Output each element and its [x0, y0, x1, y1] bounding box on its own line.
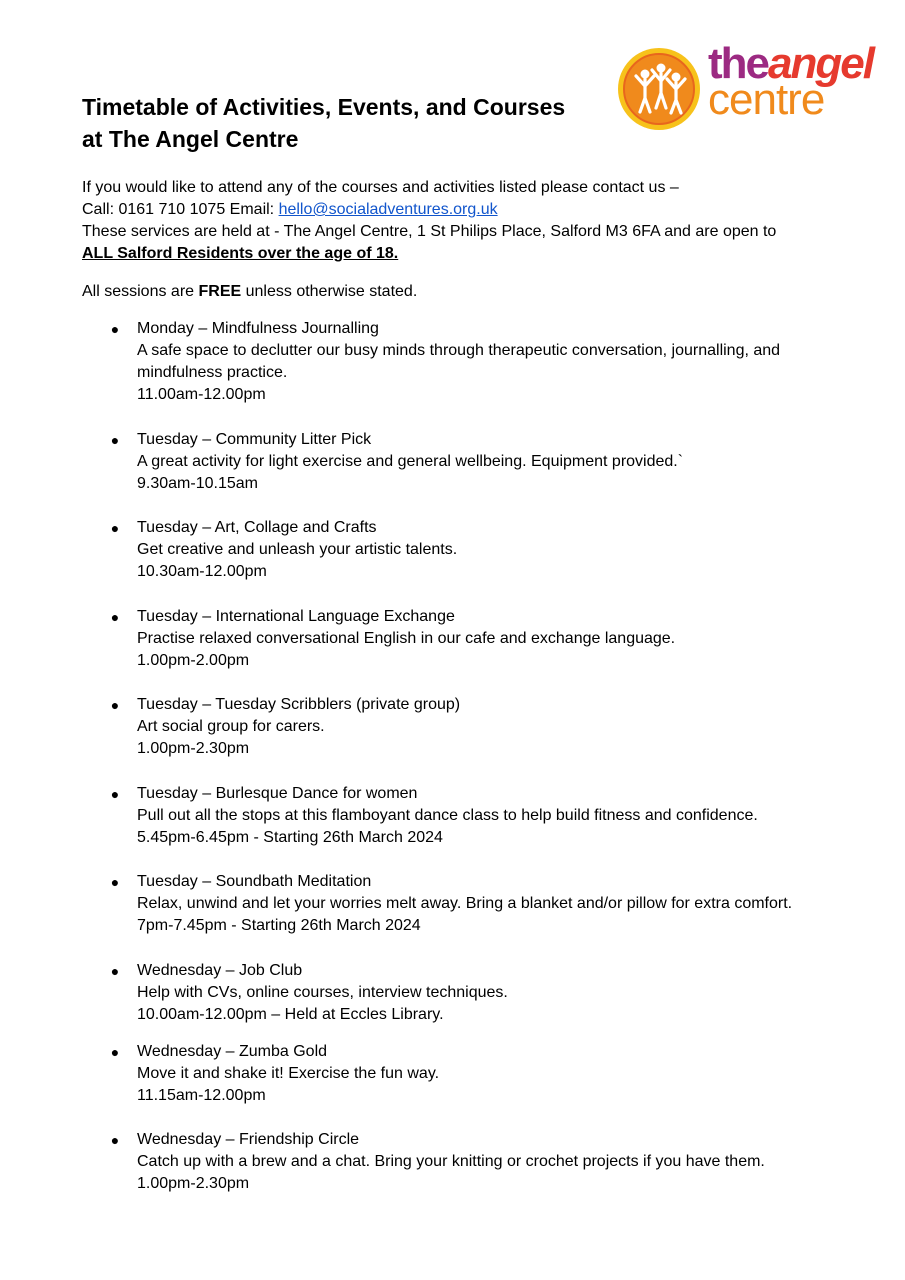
activity-heading: Tuesday – Community Litter Pick: [137, 431, 372, 448]
activity-description: Catch up with a brew and a chat. Bring your knitting or crochet projects if you have them.: [137, 1153, 765, 1170]
activity-heading: Tuesday – International Language Exchange: [137, 608, 455, 625]
activity-description: Pull out all the stops at this flamboyant dance class to help build fitness and confidence.: [137, 807, 758, 824]
activity-description: Relax, unwind and let your worries melt away. Bring a blanket and/or pillow for extra comfort.: [137, 895, 793, 912]
phone-text: Call: 0161 710 1075 Email:: [82, 201, 279, 218]
logo-word-centre: centre: [708, 75, 825, 124]
bullet-icon: ●: [110, 874, 120, 890]
bullet-icon: ●: [110, 1132, 120, 1148]
activity-time: 7pm-7.45pm - Starting 26th March 2024: [137, 917, 421, 934]
activity-heading: Tuesday – Soundbath Meditation: [137, 873, 372, 890]
contact-intro: [82, 177, 842, 265]
angel-figures-logo-icon: [616, 46, 702, 132]
activity-heading: Tuesday – Burlesque Dance for women: [137, 785, 418, 802]
bullet-icon: ●: [110, 697, 120, 713]
bullet-icon: ●: [110, 432, 120, 448]
activity-description: A great activity for light exercise and general wellbeing. Equipment provided.`: [137, 453, 684, 470]
contact-intro-line: If you would like to attend any of the courses and activities listed please contact us –: [82, 179, 679, 196]
bullet-icon: ●: [110, 786, 120, 802]
free-note-suffix: unless otherwise stated.: [241, 283, 418, 300]
venue-address-line: These services are held at - The Angel Centre, 1 St Philips Place, Salford M3 6FA and are open to: [82, 223, 777, 240]
activity-heading: Tuesday – Art, Collage and Crafts: [137, 519, 377, 536]
activity-description: Practise relaxed conversational English in our cafe and exchange language.: [137, 630, 676, 647]
activity-description: A safe space to declutter our busy minds through therapeutic conversation, journalling, and mindfulness practice.: [137, 342, 781, 381]
activity-description: Move it and shake it! Exercise the fun way.: [137, 1065, 440, 1082]
activity-time: 1.00pm-2.00pm: [137, 652, 250, 669]
logo-wordmark: [708, 39, 873, 124]
activity-time: 1.00pm-2.30pm: [137, 1175, 250, 1192]
activity-time: 9.30am-10.15am: [137, 475, 258, 492]
activity-heading: Tuesday – Tuesday Scribblers (private group): [137, 696, 461, 713]
email-link[interactable]: hello@socialadventures.org.uk: [278, 201, 498, 218]
eligibility-note: ALL Salford Residents over the age of 18.: [82, 245, 399, 262]
activity-description: Help with CVs, online courses, interview techniques.: [137, 984, 508, 1001]
bullet-icon: ●: [110, 520, 120, 536]
activity-heading: Wednesday – Job Club: [137, 962, 303, 979]
bullet-icon: ●: [110, 321, 120, 337]
activity-time: 11.00am-12.00pm: [137, 386, 266, 403]
bullet-icon: ●: [110, 1044, 120, 1060]
activity-time: 5.45pm-6.45pm - Starting 26th March 2024: [137, 829, 443, 846]
logo-word-angel: angel: [768, 39, 873, 88]
activity-description: Art social group for carers.: [137, 718, 325, 735]
contact-details-line: [82, 199, 842, 221]
activity-time: 1.00pm-2.30pm: [137, 740, 250, 757]
bullet-icon: ●: [110, 963, 120, 979]
free-note-bold: FREE: [198, 283, 242, 300]
page-title: [82, 91, 565, 155]
free-note-prefix: All sessions are: [82, 283, 199, 300]
angel-centre-logo: [616, 39, 886, 136]
page-title-line-2: at The Angel Centre: [82, 126, 299, 152]
free-sessions-note: [82, 281, 417, 303]
activity-description: Get creative and unleash your artistic talents.: [137, 541, 458, 558]
activity-time: 10.30am-12.00pm: [137, 563, 267, 580]
activity-heading: Wednesday – Friendship Circle: [137, 1131, 360, 1148]
bullet-icon: ●: [110, 609, 120, 625]
activity-heading: Monday – Mindfulness Journalling: [137, 320, 379, 337]
activity-time: 10.00am-12.00pm – Held at Eccles Library.: [137, 1006, 444, 1023]
activity-heading: Wednesday – Zumba Gold: [137, 1043, 328, 1060]
page-title-line-1: Timetable of Activities, Events, and Courses: [82, 94, 566, 120]
logo-word-the: the: [708, 39, 768, 88]
activity-time: 11.15am-12.00pm: [137, 1087, 266, 1104]
